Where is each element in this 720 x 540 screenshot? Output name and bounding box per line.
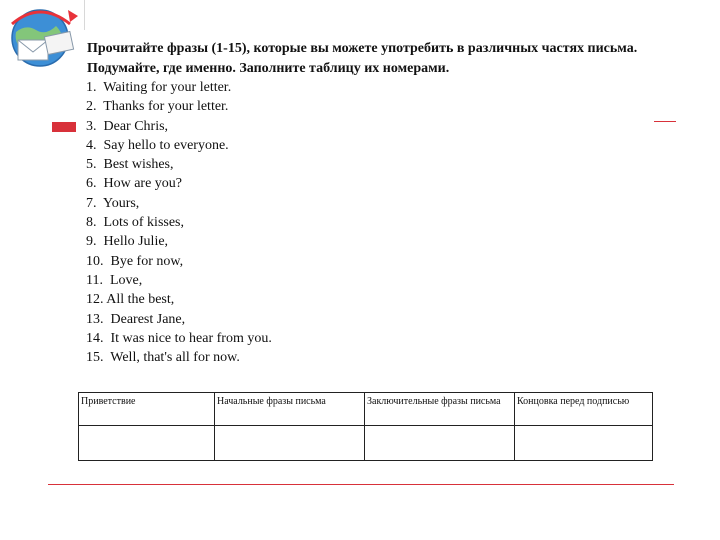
phrase-item: 5. Best wishes,	[86, 157, 174, 173]
red-accent-line	[654, 121, 676, 122]
header-closing-phrases: Заключительные фразы письма	[365, 393, 515, 426]
phrase-item: 1. Waiting for your letter.	[86, 80, 232, 95]
phrase-item: 2. Thanks for your letter.	[86, 99, 229, 115]
phrase-item: 6. How are you?	[86, 176, 183, 192]
header-greeting: Приветствие	[79, 393, 215, 426]
instructions-text: Прочитайте фразы (1-15), которые вы можете употребить в различных частях письма. Подумайте, где именно. Заполните таблицу их номерами.	[87, 41, 638, 76]
answer-cell-closing[interactable]	[365, 426, 515, 461]
header-opening-phrases: Начальные фразы письма	[215, 393, 365, 426]
phrase-item: 9. Hello Julie,	[86, 234, 169, 250]
table-answer-row	[79, 426, 653, 461]
header-sign-off: Концовка перед подписью	[515, 393, 653, 426]
worksheet	[76, 30, 654, 464]
phrase-list	[86, 78, 272, 367]
phrase-item: 14. It was nice to hear from you.	[86, 330, 272, 346]
phrase-item: 4. Say hello to everyone.	[86, 137, 229, 153]
phrase-item: 15. Well, that's all for now.	[86, 350, 240, 366]
phrase-item: 13. Dearest Jane,	[86, 311, 186, 327]
phrase-item: 11. Love,	[86, 272, 143, 288]
phrase-item: 10. Bye for now,	[86, 253, 184, 269]
bottom-red-rule	[48, 484, 674, 485]
globe-envelope-icon	[6, 4, 80, 74]
table-header-row	[79, 393, 653, 426]
answer-cell-opening[interactable]	[215, 426, 365, 461]
phrase-item: 12. All the best,	[86, 292, 175, 308]
phrase-item: 7. Yours,	[86, 195, 140, 211]
answer-cell-sign-off[interactable]	[515, 426, 653, 461]
red-accent-bar	[52, 122, 78, 132]
answer-table	[78, 392, 653, 461]
answer-cell-greeting[interactable]	[79, 426, 215, 461]
phrase-item: 3. Dear Chris,	[86, 118, 169, 134]
phrase-item: 8. Lots of kisses,	[86, 215, 184, 231]
